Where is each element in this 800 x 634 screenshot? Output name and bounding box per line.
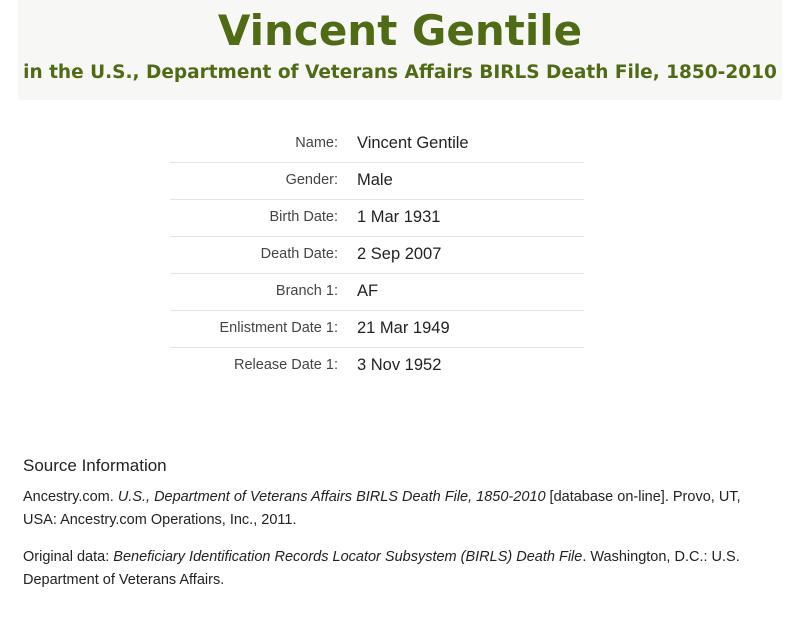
original-data-details: . Washington, D.C.: U.S. Department of Veterans Affairs. [23, 549, 740, 588]
field-row-gender [170, 163, 584, 200]
record-fields-table [170, 126, 584, 384]
field-value-gender: Male [357, 171, 393, 189]
citation-details: [database on-line]. Provo, UT, USA: Ancestry.com Operations, Inc., 2011. [23, 489, 741, 528]
field-value-release-date: 3 Nov 1952 [357, 356, 442, 374]
field-label-release-date: Release Date 1: [234, 357, 338, 373]
record-collection-subtitle: in the U.S., Department of Veterans Affairs BIRLS Death File, 1850-2010 [23, 62, 777, 83]
record-header [18, 0, 782, 100]
field-value-death-date: 2 Sep 2007 [357, 245, 442, 263]
source-citation [23, 486, 763, 532]
field-row-enlistment-date [170, 311, 584, 348]
field-row-branch [170, 274, 584, 311]
citation-collection-title: U.S., Department of Veterans Affairs BIRLS Death File, 1850-2010 [117, 489, 546, 505]
field-row-death-date [170, 237, 584, 274]
original-data-prefix: Original data: [23, 549, 110, 565]
record-title: Vincent Gentile [217, 6, 583, 55]
field-label-branch: Branch 1: [275, 283, 338, 299]
original-data-title: Beneficiary Identification Records Locator Subsystem (BIRLS) Death File [113, 549, 583, 565]
field-row-birth-date [170, 200, 584, 237]
field-value-birth-date: 1 Mar 1931 [357, 208, 441, 226]
field-label-gender: Gender: [285, 172, 338, 188]
field-value-enlistment-date: 21 Mar 1949 [357, 319, 450, 337]
citation-publisher: Ancestry.com. [23, 489, 114, 505]
field-row-release-date [170, 348, 584, 384]
field-row-name [170, 126, 584, 163]
source-information-heading: Source Information [23, 456, 167, 475]
field-label-death-date: Death Date: [260, 246, 338, 262]
original-data-citation [23, 546, 763, 592]
field-label-enlistment-date: Enlistment Date 1: [219, 320, 338, 336]
field-value-branch: AF [357, 282, 379, 300]
field-value-name: Vincent Gentile [357, 134, 469, 152]
field-label-name: Name: [295, 135, 338, 151]
field-label-birth-date: Birth Date: [269, 209, 338, 225]
